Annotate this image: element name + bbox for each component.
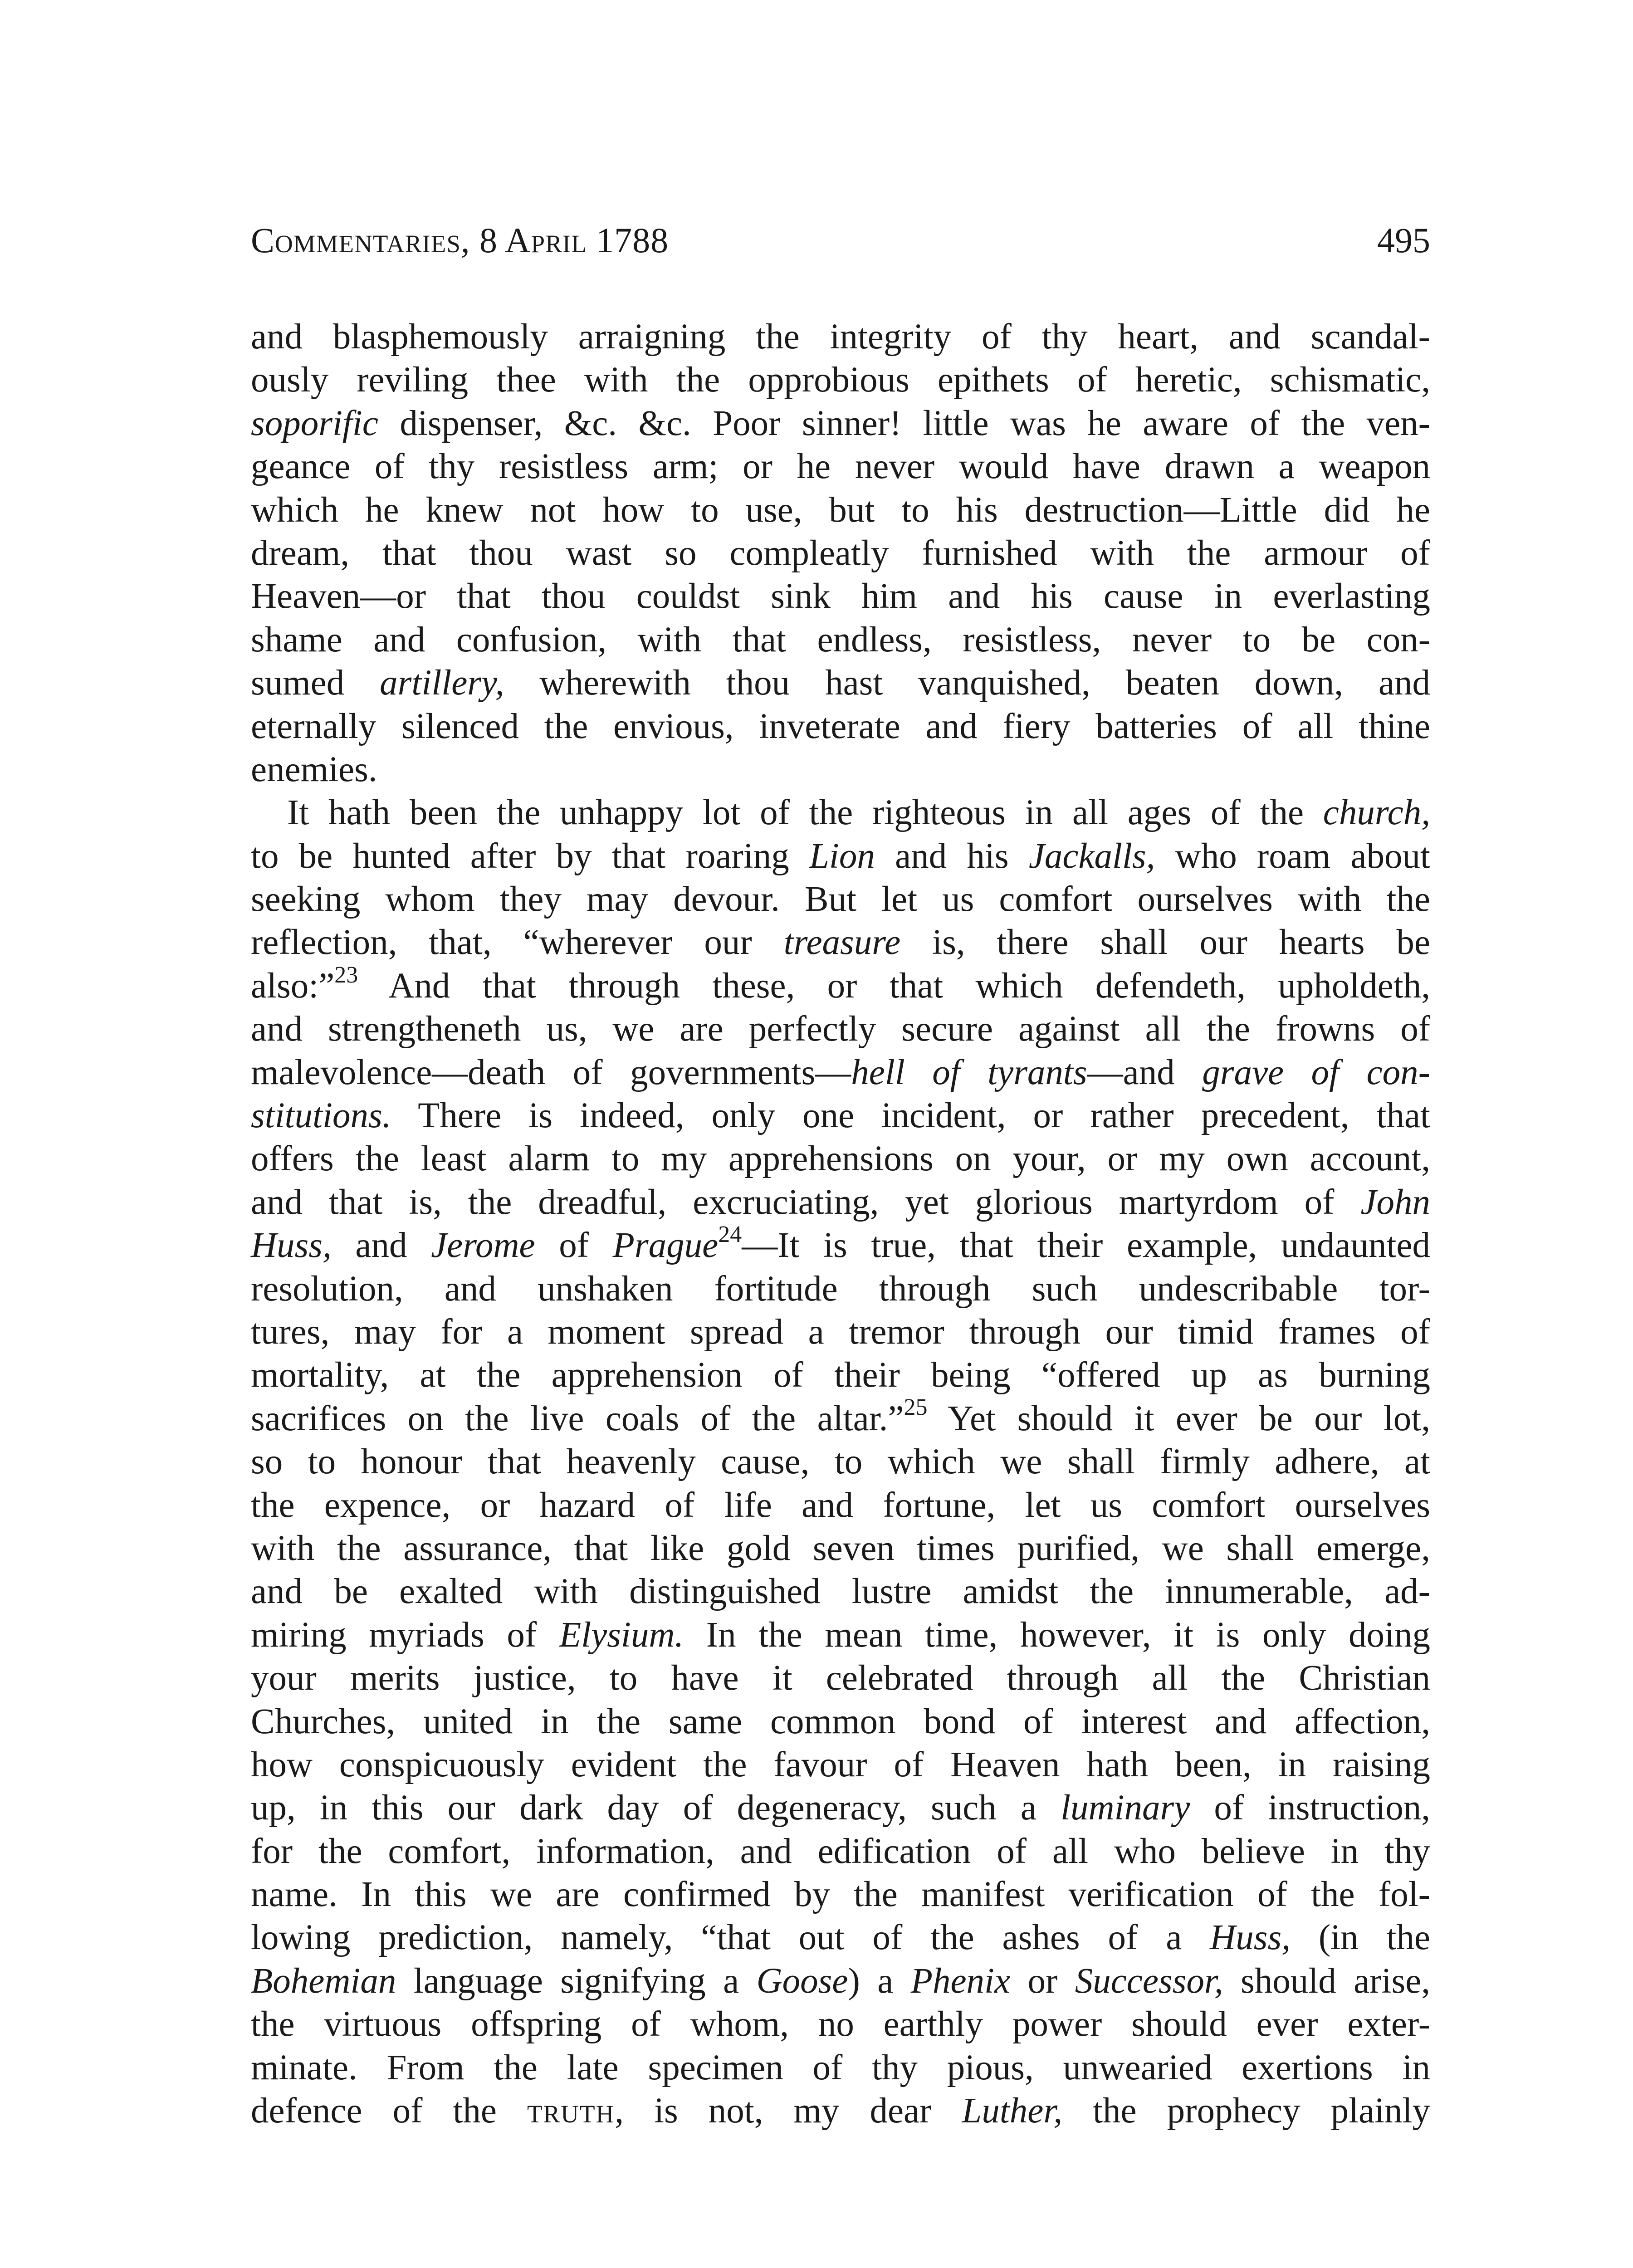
text-line: malevolence—death of governments—hell of tyrants—and grave of con- — [251, 1052, 1430, 1092]
text-line: up, in this our dark day of degeneracy, such a luminary of instruction, — [251, 1788, 1431, 1828]
page-header — [251, 213, 1430, 268]
text-line: and be exalted with distinguished lustre amidst the innumerable, ad- — [251, 1572, 1430, 1612]
text-line: miring myriads of Elysium. In the mean time, however, it is only doing — [251, 1615, 1430, 1655]
text-line: which he knew not how to use, but to his destruction—Little did he — [251, 490, 1430, 530]
text-line: to be hunted after by that roaring Lion and his Jackalls, who roam about — [251, 836, 1430, 876]
running-head: Commentaries, 8 April 1788 — [251, 220, 669, 260]
footnote-ref: 23 — [334, 962, 358, 988]
text-line: Bohemian language signifying a Goose) a Phenix or Successor, should arise, — [251, 1961, 1431, 2001]
text-line: stitutions. There is indeed, only one incident, or rather precedent, that — [251, 1096, 1430, 1136]
text-line: your merits justice, to have it celebrated through all the Christian — [251, 1658, 1430, 1698]
text-line: geance of thy resistless arm; or he never would have drawn a weapon — [251, 447, 1430, 487]
text-line: enemies. — [251, 749, 377, 789]
text-line: the expence, or hazard of life and fortune, let us comfort ourselves — [251, 1485, 1430, 1525]
text-line: soporific dispenser, &c. &c. Poor sinner! little was he aware of the ven- — [251, 403, 1430, 443]
footnote-ref: 24 — [718, 1221, 742, 1247]
text-line: tures, may for a moment spread a tremor through our timid frames of — [251, 1312, 1430, 1352]
text-line: defence of the truth, is not, my dear Luther, the prophecy plainly — [251, 2091, 1431, 2131]
text-line: with the assurance, that like gold seven times purified, we shall emerge, — [251, 1528, 1430, 1568]
text-line: also:”$^{23}$ And that through these, or that which defendeth, upholdeth, — [251, 962, 1430, 1006]
text-line: Churches, united in the same common bond of interest and affection, — [251, 1701, 1430, 1741]
text-line: shame and confusion, with that endless, resistless, never to be con- — [251, 620, 1430, 660]
text-line: and that is, the dreadful, excruciating, yet glorious martyrdom of John — [251, 1182, 1430, 1222]
text-line: sacrifices on the live coals of the altar.”$^{25}$ Yet should it ever be our lot, — [251, 1394, 1430, 1438]
page-number: 495 — [1377, 220, 1430, 260]
text-line: so to honour that heavenly cause, to which we shall firmly adhere, at — [251, 1442, 1430, 1482]
text-line: for the comfort, information, and edification of all who believe in thy — [251, 1831, 1430, 1871]
text-line: reflection, that, “wherever our treasure is, there shall our hearts be — [251, 923, 1430, 963]
text-line: minate. From the late specimen of thy pious, unwearied exertions in — [251, 2048, 1430, 2087]
text-line: It hath been the unhappy lot of the righteous in all ages of the church, — [287, 793, 1430, 833]
text-line: resolution, and unshaken fortitude through such undescribable tor- — [251, 1269, 1430, 1309]
text-line: Heaven—or that thou couldst sink him and his cause in everlasting — [251, 577, 1430, 616]
text-line: and strengtheneth us, we are perfectly secure against all the frowns of — [251, 1009, 1430, 1049]
text-line: lowing prediction, namely, “that out of the ashes of a Huss, (in the — [251, 1918, 1430, 1958]
text-line: eternally silenced the envious, inveterate and fiery batteries of all thine — [251, 706, 1430, 746]
footnote-ref: 25 — [904, 1394, 928, 1421]
text-line: mortality, at the apprehension of their being “offered up as burning — [251, 1355, 1430, 1395]
text-line: name. In this we are confirmed by the manifest verification of the fol- — [251, 1875, 1430, 1915]
text-line: seeking whom they may devour. But let us comfort ourselves with the — [251, 880, 1430, 919]
text-line: offers the least alarm to my apprehensions on your, or my own account, — [251, 1139, 1430, 1179]
body-text — [251, 315, 1430, 2132]
text-line: and blasphemously arraigning the integrity of thy heart, and scandal- — [251, 317, 1430, 357]
text-line: the virtuous offspring of whom, no earthly power should ever exter- — [251, 2004, 1430, 2044]
text-line: sumed artillery, wherewith thou hast vanquished, beaten down, and — [251, 663, 1431, 703]
text-line: ously reviling thee with the opprobious epithets of heretic, schismatic, — [251, 360, 1430, 400]
text-line: dream, that thou wast so compleatly furnished with the armour of — [251, 533, 1430, 573]
text-line: Huss, and Jerome of Prague$^{24}$—It is true, that their example, undaunted — [251, 1221, 1430, 1266]
text-line: how conspicuously evident the favour of Heaven hath been, in raising — [251, 1745, 1430, 1784]
